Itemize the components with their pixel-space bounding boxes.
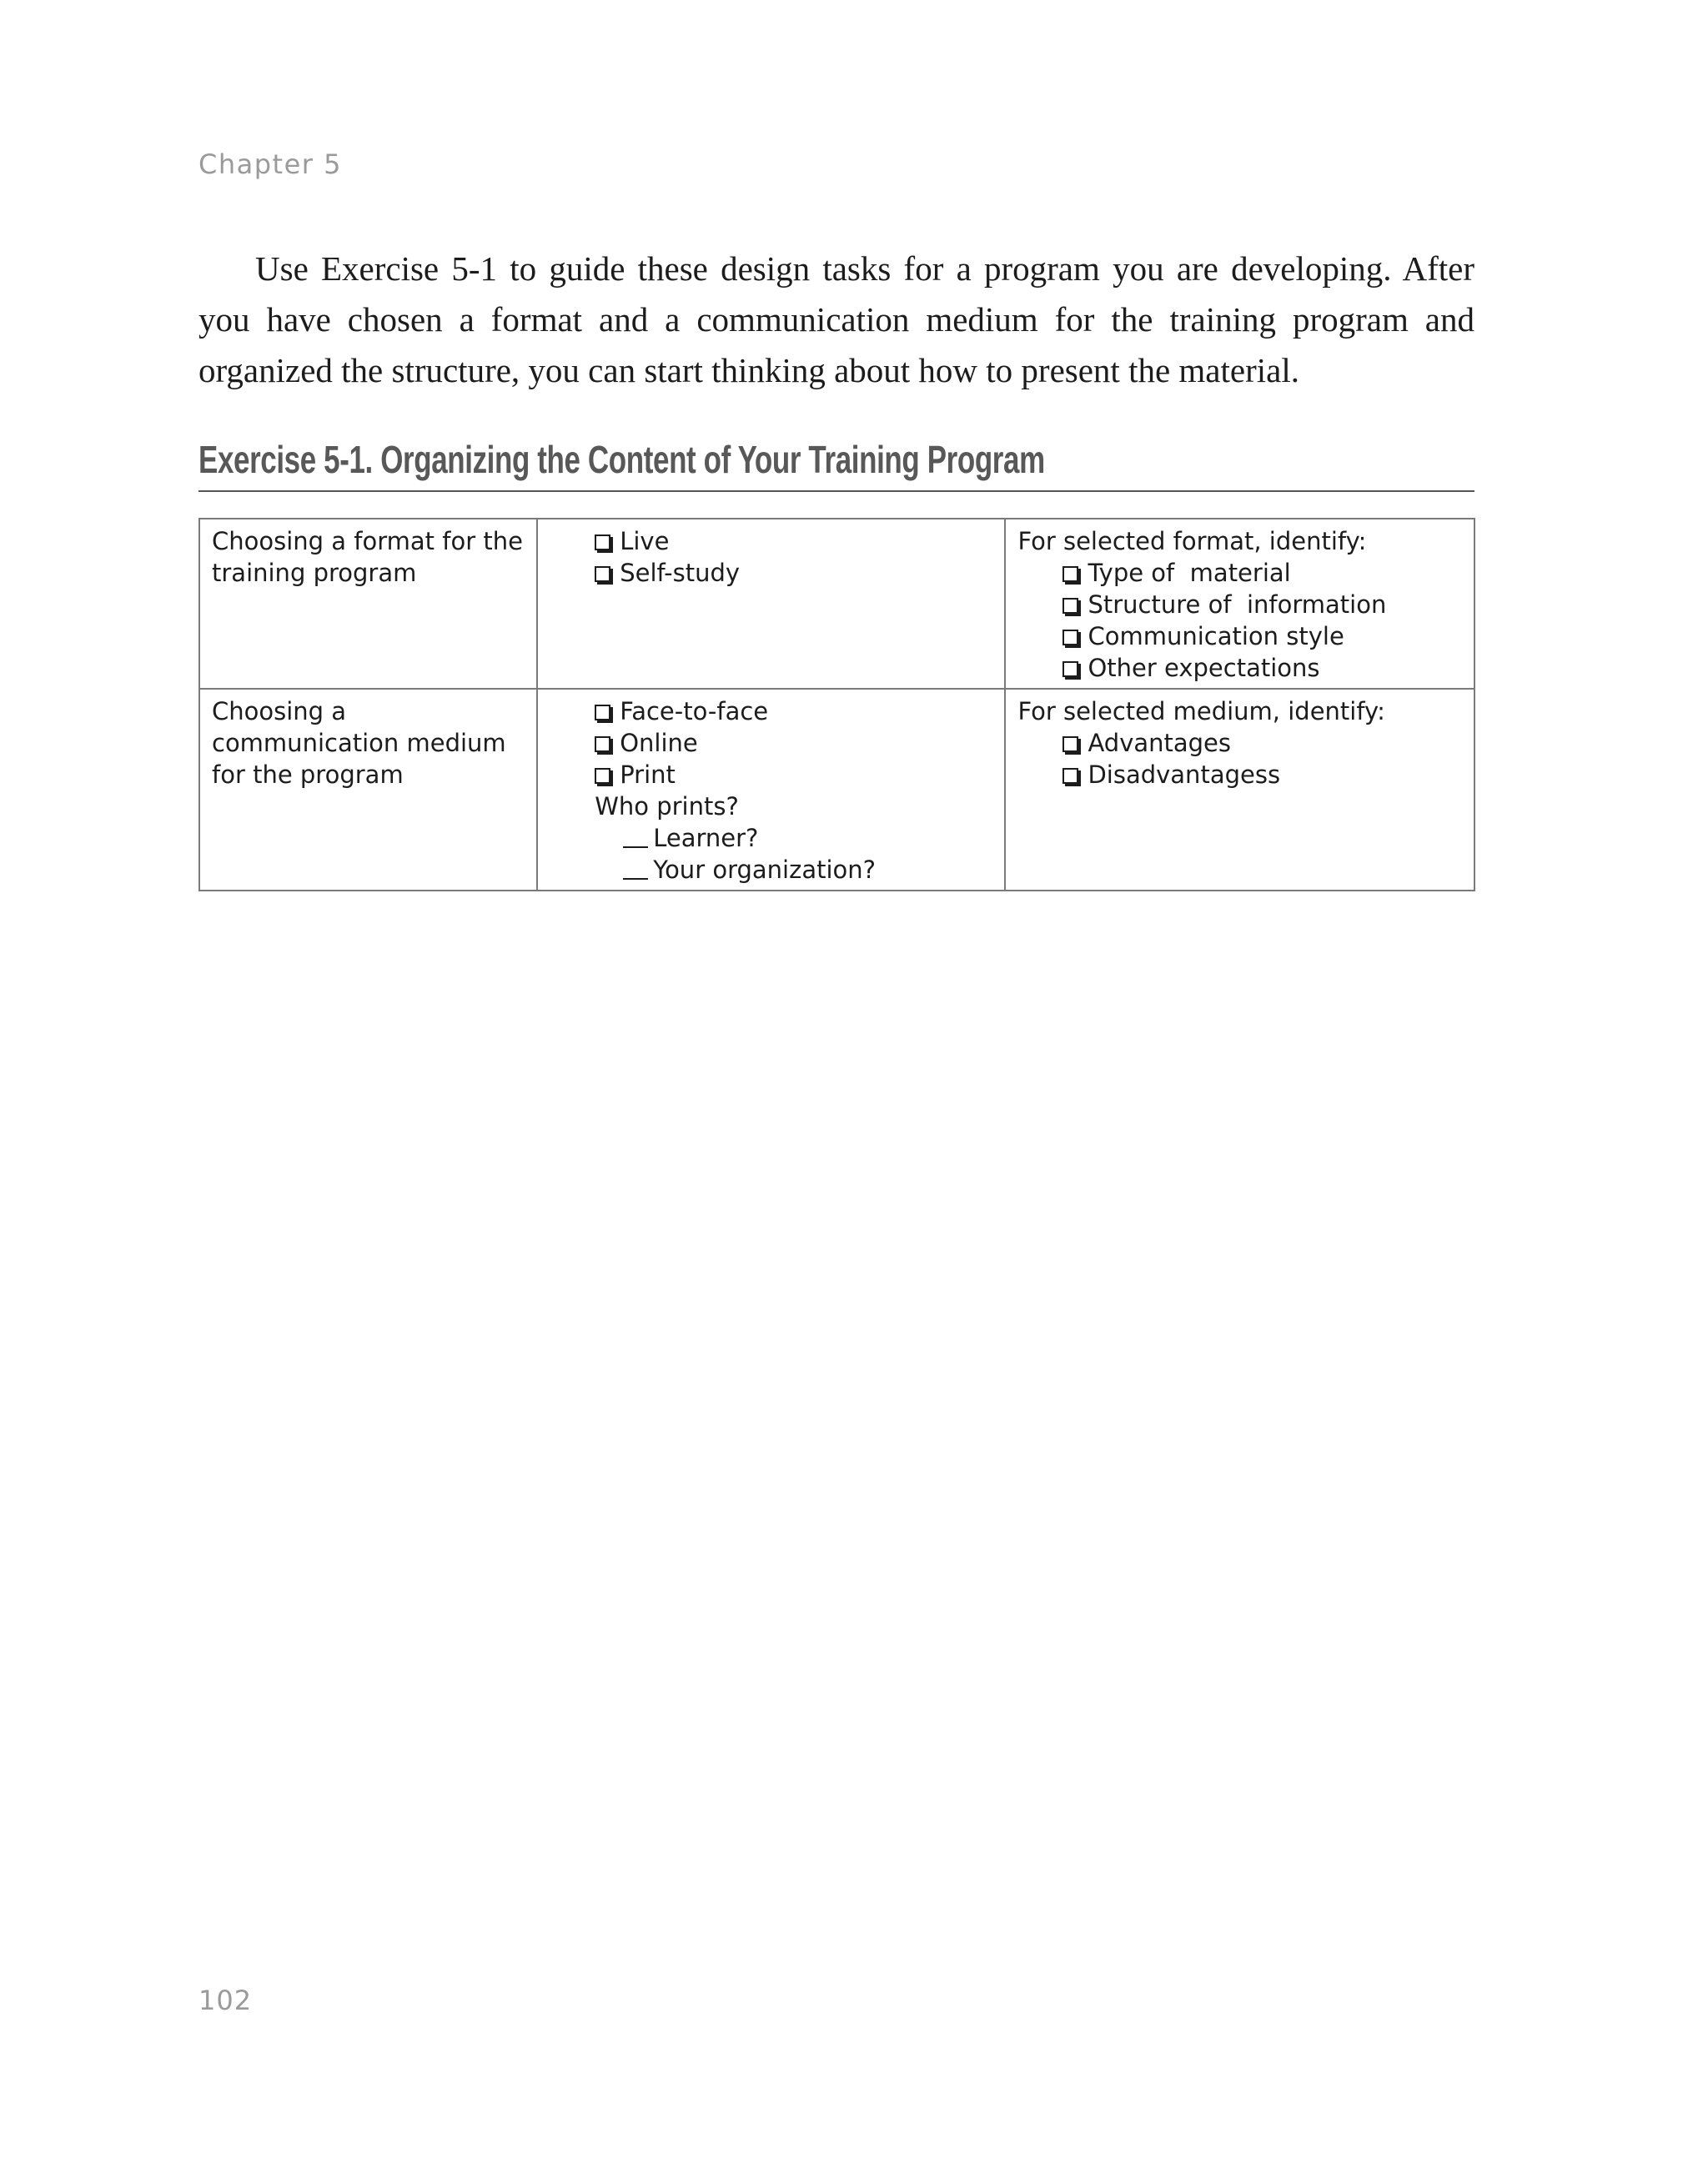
identify-item[interactable]: [1017, 557, 1462, 589]
sub-option-item[interactable]: [595, 822, 992, 854]
sub-question: Who prints?: [595, 792, 739, 821]
checkbox-icon[interactable]: [595, 768, 610, 784]
sub-option-label: Learner?: [653, 824, 759, 852]
checkbox-icon[interactable]: [595, 736, 610, 752]
option-label: Online: [620, 729, 698, 757]
option-item[interactable]: [595, 557, 992, 589]
identify-item-label: Communication style: [1088, 622, 1344, 650]
sub-option-item[interactable]: [595, 854, 992, 886]
identify-item-label: Other expectations: [1088, 654, 1320, 682]
exercise-title: [198, 434, 1474, 492]
table-row: [199, 689, 1474, 891]
option-label: Self-study: [620, 559, 741, 587]
checkbox-icon[interactable]: [595, 534, 610, 550]
option-label: Face-to-face: [620, 697, 769, 725]
option-item[interactable]: [595, 525, 992, 557]
sub-option-label: Your organization?: [653, 856, 877, 884]
body-paragraph: Use Exercise 5-1 to guide these design tasks for a program you are developing. After you have chosen a format and a communication medium for the training program and organized the structure, you can start thinking about how to present the material.: [198, 249, 1474, 389]
identify-item-label: Structure of information: [1088, 590, 1387, 619]
page-number: 102: [198, 1985, 253, 2016]
identify-label: For selected format, identify:: [1017, 527, 1367, 555]
option-label: Live: [620, 527, 670, 555]
options-list: [550, 695, 992, 886]
checkbox-icon[interactable]: [1062, 736, 1078, 752]
checkbox-icon[interactable]: [595, 705, 610, 720]
identify-cell: [1005, 689, 1474, 891]
checkbox-icon[interactable]: [1062, 598, 1078, 614]
identify-item-label: Disadvantagess: [1088, 760, 1281, 789]
options-cell: [537, 689, 1005, 891]
task-cell: Choosing a format for the training program: [199, 519, 537, 689]
blank-line[interactable]: [623, 856, 648, 880]
exercise-table: [198, 518, 1475, 891]
options-cell: [537, 519, 1005, 689]
identify-label: For selected medium, identify:: [1017, 697, 1385, 725]
table-row: [199, 519, 1474, 689]
checkbox-icon[interactable]: [1062, 630, 1078, 645]
options-list: [550, 525, 992, 589]
option-item[interactable]: [595, 695, 992, 727]
checkbox-icon[interactable]: [1062, 566, 1078, 582]
checkbox-icon[interactable]: [1062, 661, 1078, 677]
identify-item[interactable]: [1017, 759, 1462, 790]
identify-item-label: Advantages: [1088, 729, 1232, 757]
checkbox-icon[interactable]: [1062, 768, 1078, 784]
identify-item-label: Type of material: [1088, 559, 1291, 587]
identify-cell: [1005, 519, 1474, 689]
blank-line[interactable]: [623, 825, 648, 848]
option-item[interactable]: [595, 727, 992, 759]
option-label: Print: [620, 760, 676, 789]
option-item[interactable]: [595, 759, 992, 790]
task-cell: Choosing a communication medium for the program: [199, 689, 537, 891]
identify-item[interactable]: [1017, 620, 1462, 652]
identify-item[interactable]: [1017, 589, 1462, 620]
identify-item[interactable]: [1017, 727, 1462, 759]
identify-item[interactable]: [1017, 652, 1462, 684]
checkbox-icon[interactable]: [595, 566, 610, 582]
exercise-title-text: Exercise 5-1. Organizing the Content of Your Training Program: [198, 438, 1045, 481]
running-head: Chapter 5: [198, 148, 342, 180]
